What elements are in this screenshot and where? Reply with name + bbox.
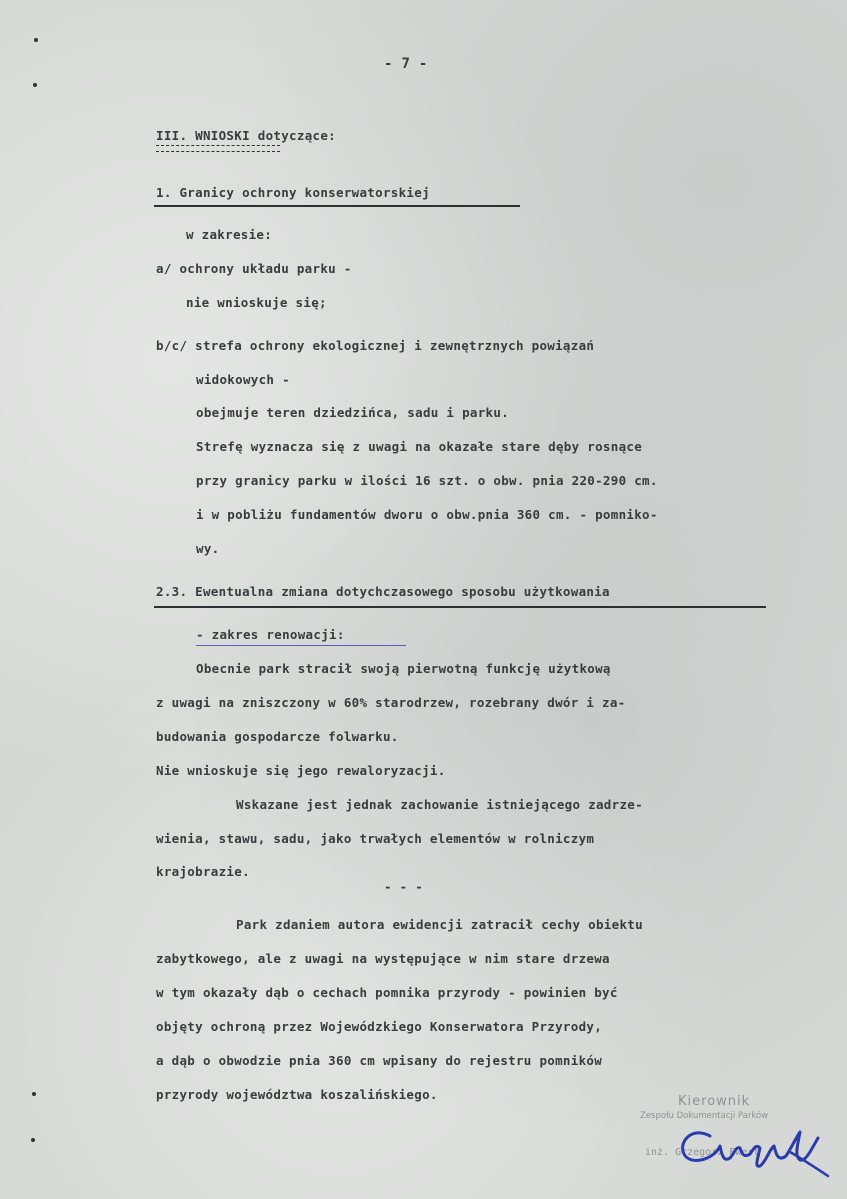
item1-text: widokowych -	[196, 372, 290, 387]
closing-text: przyrody województwa koszalińskiego.	[156, 1087, 438, 1102]
item1-heading: 1. Granicy ochrony konserwatorskiej	[156, 185, 430, 200]
signature	[670, 1108, 840, 1180]
item1-text: b/c/ strefa ochrony ekologicznej i zewnętrznych powiązań	[156, 338, 595, 353]
item23-text: - zakres renowacji:	[196, 627, 345, 642]
item23-text: z uwagi na zniszczony w 60% starodrzew, rozebrany dwór i za-	[156, 695, 626, 710]
item23-text: wienia, stawu, sadu, jako trwałych elementów w rolniczym	[156, 831, 595, 846]
stamp-name: inż. Grzegorz Ewert	[645, 1147, 760, 1158]
stamp-title: Kierownik	[678, 1094, 751, 1109]
pen-underline	[196, 645, 406, 646]
item23-text: Wskazane jest jednak zachowanie istniejącego zadrze-	[236, 797, 643, 812]
item1-text: nie wnioskuje się;	[186, 295, 327, 310]
punch-hole	[31, 1138, 35, 1142]
heading-double-underline	[156, 145, 280, 152]
closing-text: objęty ochroną przez Wojewódzkiego Konserwatora Przyrody,	[156, 1019, 603, 1034]
item1-text: i w pobliżu fundamentów dworu o obw.pnia 360 cm. - pomniko-	[196, 507, 658, 522]
item1-text: przy granicy parku w ilości 16 szt. o obw. pnia 220-290 cm.	[196, 473, 658, 488]
stamp-unit: Zespołu Dokumentacji Parków	[640, 1111, 769, 1121]
item1-text: a/ ochrony układu parku -	[156, 261, 352, 276]
closing-text: w tym okazały dąb o cechach pomnika przyrody - powinien być	[156, 985, 618, 1000]
item23-text: krajobrazie.	[156, 864, 250, 879]
section-heading	[156, 128, 336, 144]
item23-text: Obecnie park stracił swoją pierwotną funkcję użytkową	[196, 661, 611, 676]
item23-underline	[154, 606, 766, 608]
item1-text: obejmuje teren dziedzińca, sadu i parku.	[196, 405, 510, 420]
item1-text: w zakresie:	[186, 227, 273, 242]
item23-text: budowania gospodarcze folwarku.	[156, 729, 399, 744]
punch-hole	[32, 1092, 36, 1096]
closing-text: Park zdaniem autora ewidencji zatracił cechy obiektu	[236, 917, 643, 932]
item23-heading: 2.3. Ewentualna zmiana dotychczasowego sposobu użytkowania	[156, 584, 610, 599]
page-number: - 7 -	[384, 56, 428, 72]
closing-text: zabytkowego, ale z uwagi na występujące w nim stare drzewa	[156, 951, 610, 966]
punch-hole	[33, 83, 37, 87]
item1-underline	[154, 205, 520, 207]
separator: - - -	[384, 879, 424, 894]
item1-text: wy.	[196, 541, 220, 556]
closing-text: a dąb o obwodzie pnia 360 cm wpisany do rejestru pomników	[156, 1053, 603, 1068]
item23-text: Nie wnioskuje się jego rewaloryzacji.	[156, 763, 446, 778]
item1-text: Strefę wyznacza się z uwagi na okazałe stare dęby rosnące	[196, 439, 643, 454]
section-heading-title: III. WNIOSKI	[156, 128, 250, 143]
section-heading-rest: dotyczące:	[249, 128, 337, 143]
punch-hole	[34, 38, 38, 42]
